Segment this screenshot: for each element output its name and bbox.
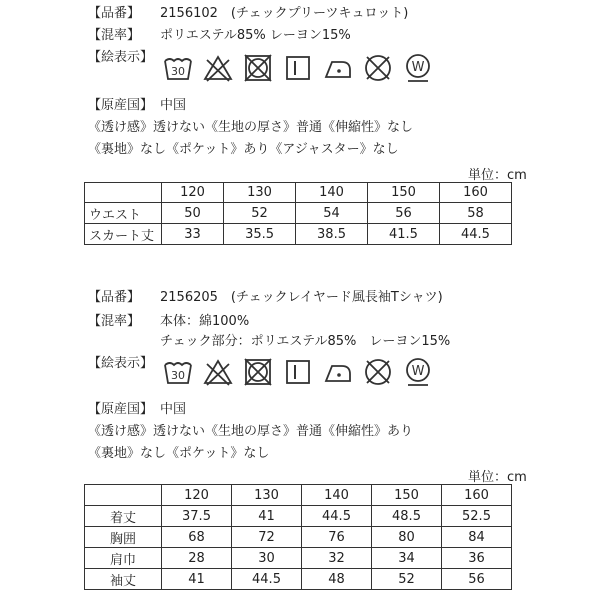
attribute-line-1: 《透け感》透けない《生地の厚さ》普通《伸縮性》なし: [88, 120, 414, 135]
table-cell: 130: [224, 183, 296, 203]
wet-mark-text: W: [411, 60, 425, 75]
table-cell: 52: [372, 569, 442, 590]
table-row: [85, 224, 512, 245]
table-cell: 150: [368, 183, 440, 203]
table-cell: 44.5: [439, 224, 511, 245]
attribute-line-2: 《裏地》なし《ポケット》なし: [88, 446, 270, 461]
hinban-label: 【品番】: [88, 6, 141, 21]
attribute-line-1: 《透け感》透けない《生地の厚さ》普通《伸縮性》あり: [88, 424, 414, 439]
table-cell: 50: [162, 203, 224, 224]
ehyouji-label: 【絵表示】: [88, 356, 154, 371]
table-cell: 58: [439, 203, 511, 224]
line-dry-icon: [282, 52, 314, 84]
table-cell: 56: [368, 203, 440, 224]
iron-low-icon: [322, 356, 354, 388]
no-dry-clean-icon: [362, 356, 394, 388]
care-icons: [162, 356, 434, 388]
unit-label: 単位：cm: [468, 470, 527, 485]
table-cell: 120: [162, 183, 224, 203]
table-cell: 54: [296, 203, 368, 224]
no-tumble-dry-icon: [242, 356, 274, 388]
table-cell: 120: [162, 485, 232, 506]
wash-temp-text: 30: [171, 65, 185, 78]
table-cell: 33: [162, 224, 224, 245]
care-icons: [162, 52, 434, 84]
table-cell: 52: [224, 203, 296, 224]
kongo-label: 【混率】: [88, 314, 141, 329]
table-cell: 48.5: [372, 506, 442, 527]
row-label: 着丈: [85, 506, 162, 527]
row-label: 肩巾: [85, 548, 162, 569]
table-row: [85, 548, 512, 569]
wash-temp-text: 30: [171, 369, 185, 382]
kongo-label: 【混率】: [88, 28, 141, 43]
origin-value: 中国: [160, 98, 187, 113]
table-cell: 52.5: [442, 506, 512, 527]
table-cell: 32: [302, 548, 372, 569]
iron-low-icon: [322, 52, 354, 84]
table-header-row: [85, 183, 512, 203]
table-cell: 140: [296, 183, 368, 203]
table-header-row: [85, 485, 512, 506]
table-cell: 160: [439, 183, 511, 203]
table-cell: 44.5: [232, 569, 302, 590]
no-dry-clean-icon: [362, 52, 394, 84]
table-cell: 72: [232, 527, 302, 548]
wash-30-icon: [162, 356, 194, 388]
table-cell: 36: [442, 548, 512, 569]
table-row: [85, 527, 512, 548]
table-cell: [85, 183, 162, 203]
table-cell: 28: [162, 548, 232, 569]
size-table: [84, 484, 512, 590]
table-cell: 41.5: [368, 224, 440, 245]
table-cell: 34: [372, 548, 442, 569]
table-cell: 130: [232, 485, 302, 506]
wet-clean-icon: [402, 356, 434, 388]
kongo-value: ポリエステル85% レーヨン15%: [160, 28, 351, 43]
row-label: ウエスト: [85, 203, 162, 224]
table-row: [85, 506, 512, 527]
hinban-value: 2156205 (チェックレイヤード風長袖Tシャツ): [160, 290, 443, 305]
table-cell: 41: [232, 506, 302, 527]
table-cell: 150: [372, 485, 442, 506]
row-label: 袖丈: [85, 569, 162, 590]
table-cell: 68: [162, 527, 232, 548]
wet-clean-icon: [402, 52, 434, 84]
line-dry-icon: [282, 356, 314, 388]
no-tumble-dry-icon: [242, 52, 274, 84]
table-cell: 35.5: [224, 224, 296, 245]
table-cell: [85, 485, 162, 506]
table-cell: 37.5: [162, 506, 232, 527]
table-cell: 84: [442, 527, 512, 548]
wash-30-icon: [162, 52, 194, 84]
hinban-value: 2156102 (チェックプリーツキュロット): [160, 6, 409, 21]
hinban-label: 【品番】: [88, 290, 141, 305]
table-cell: 76: [302, 527, 372, 548]
ehyouji-label: 【絵表示】: [88, 50, 154, 65]
table-cell: 41: [162, 569, 232, 590]
table-cell: 48: [302, 569, 372, 590]
table-row: [85, 203, 512, 224]
table-row: [85, 569, 512, 590]
table-cell: 80: [372, 527, 442, 548]
origin-label: 【原産国】: [88, 402, 154, 417]
table-cell: 140: [302, 485, 372, 506]
unit-label: 単位：cm: [468, 168, 527, 183]
no-bleach-icon: [202, 356, 234, 388]
kongo-value-check: チェック部分：ポリエステル85% レーヨン15%: [160, 334, 451, 349]
kongo-value-body: 本体：綿100%: [160, 314, 250, 329]
table-cell: 160: [442, 485, 512, 506]
table-cell: 38.5: [296, 224, 368, 245]
attribute-line-2: 《裏地》なし《ポケット》あり《アジャスター》なし: [88, 142, 399, 157]
table-cell: 44.5: [302, 506, 372, 527]
no-bleach-icon: [202, 52, 234, 84]
table-cell: 56: [442, 569, 512, 590]
wet-mark-text: W: [411, 364, 425, 379]
size-table: [84, 182, 512, 245]
origin-value: 中国: [160, 402, 187, 417]
origin-label: 【原産国】: [88, 98, 154, 113]
row-label: 胸囲: [85, 527, 162, 548]
table-cell: 30: [232, 548, 302, 569]
row-label: スカート丈: [85, 224, 162, 245]
